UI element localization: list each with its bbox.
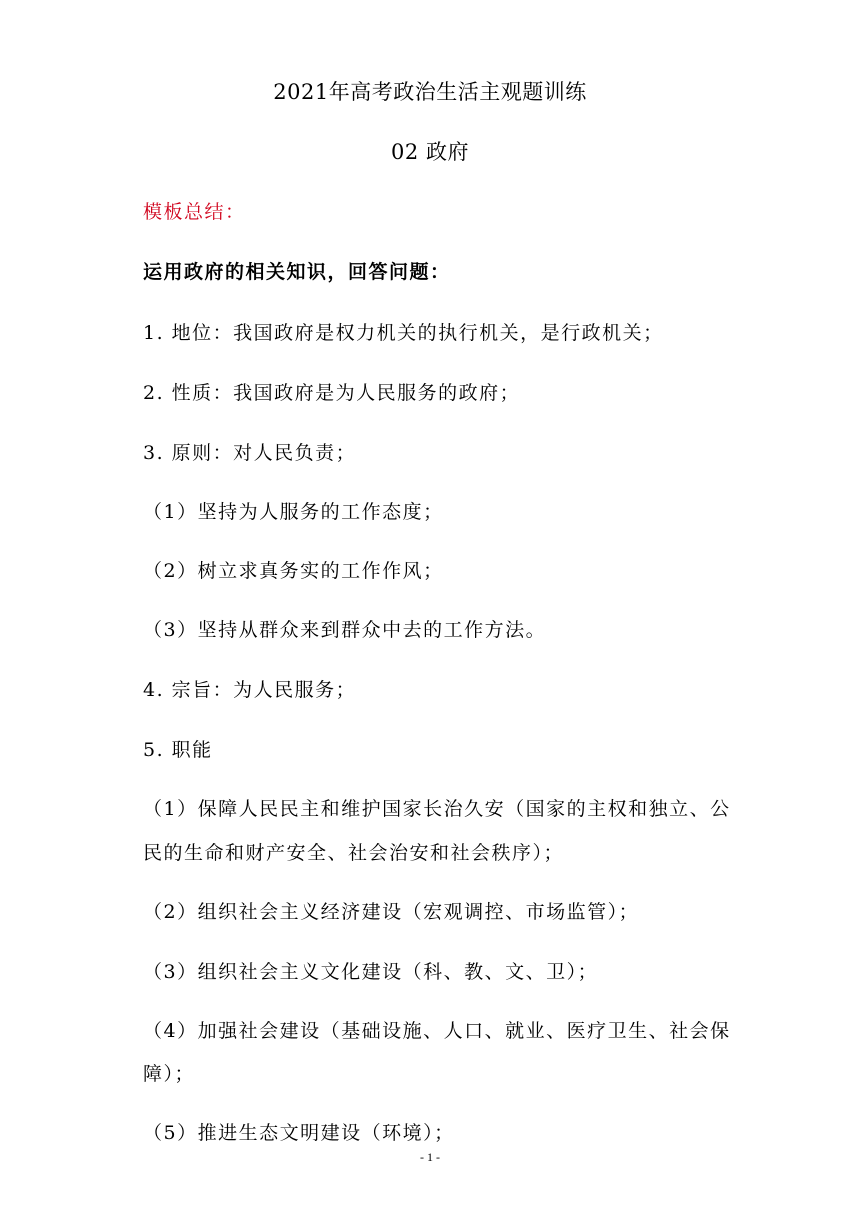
list-item: （1）坚持为人服务的工作态度； — [143, 501, 444, 523]
list-item: 2. 性质：我国政府是为人民服务的政府； — [143, 382, 521, 404]
section-label: 模板总结： — [143, 201, 246, 223]
question-prompt: 运用政府的相关知识，回答问题： — [143, 261, 451, 283]
list-item: （1）保障人民民主和维护国家长治久安（国家的主权和独立、公 — [143, 798, 731, 820]
list-item: 4. 宗旨：为人民服务； — [143, 679, 357, 701]
list-item: （2）树立求真务实的工作作风； — [143, 560, 444, 582]
list-item: 障）； — [143, 1063, 196, 1085]
list-item: 1. 地位：我国政府是权力机关的执行机关，是行政机关； — [143, 322, 664, 344]
list-item: （4）加强社会建设（基础设施、人口、就业、医疗卫生、社会保 — [143, 1020, 731, 1042]
document-title: 2021年高考政治生活主观题训练 — [273, 80, 587, 104]
list-item: （3）组织社会主义文化建设（科、教、文、卫）； — [143, 961, 599, 983]
list-item: （3）坚持从群众来到群众中去的工作方法。 — [143, 619, 547, 641]
document-subtitle: 02 政府 — [391, 140, 469, 164]
list-item: （2）组织社会主义经济建设（宏观调控、市场监管）； — [143, 901, 640, 923]
list-item: 民的生命和财产安全、社会治安和社会秩序）； — [143, 842, 565, 864]
list-item: 5. 职能 — [143, 739, 213, 761]
page-number: - 1 - — [420, 1150, 440, 1164]
list-item: （5）推进生态文明建设（环境）； — [143, 1122, 455, 1144]
list-item: 3. 原则：对人民负责； — [143, 442, 357, 464]
